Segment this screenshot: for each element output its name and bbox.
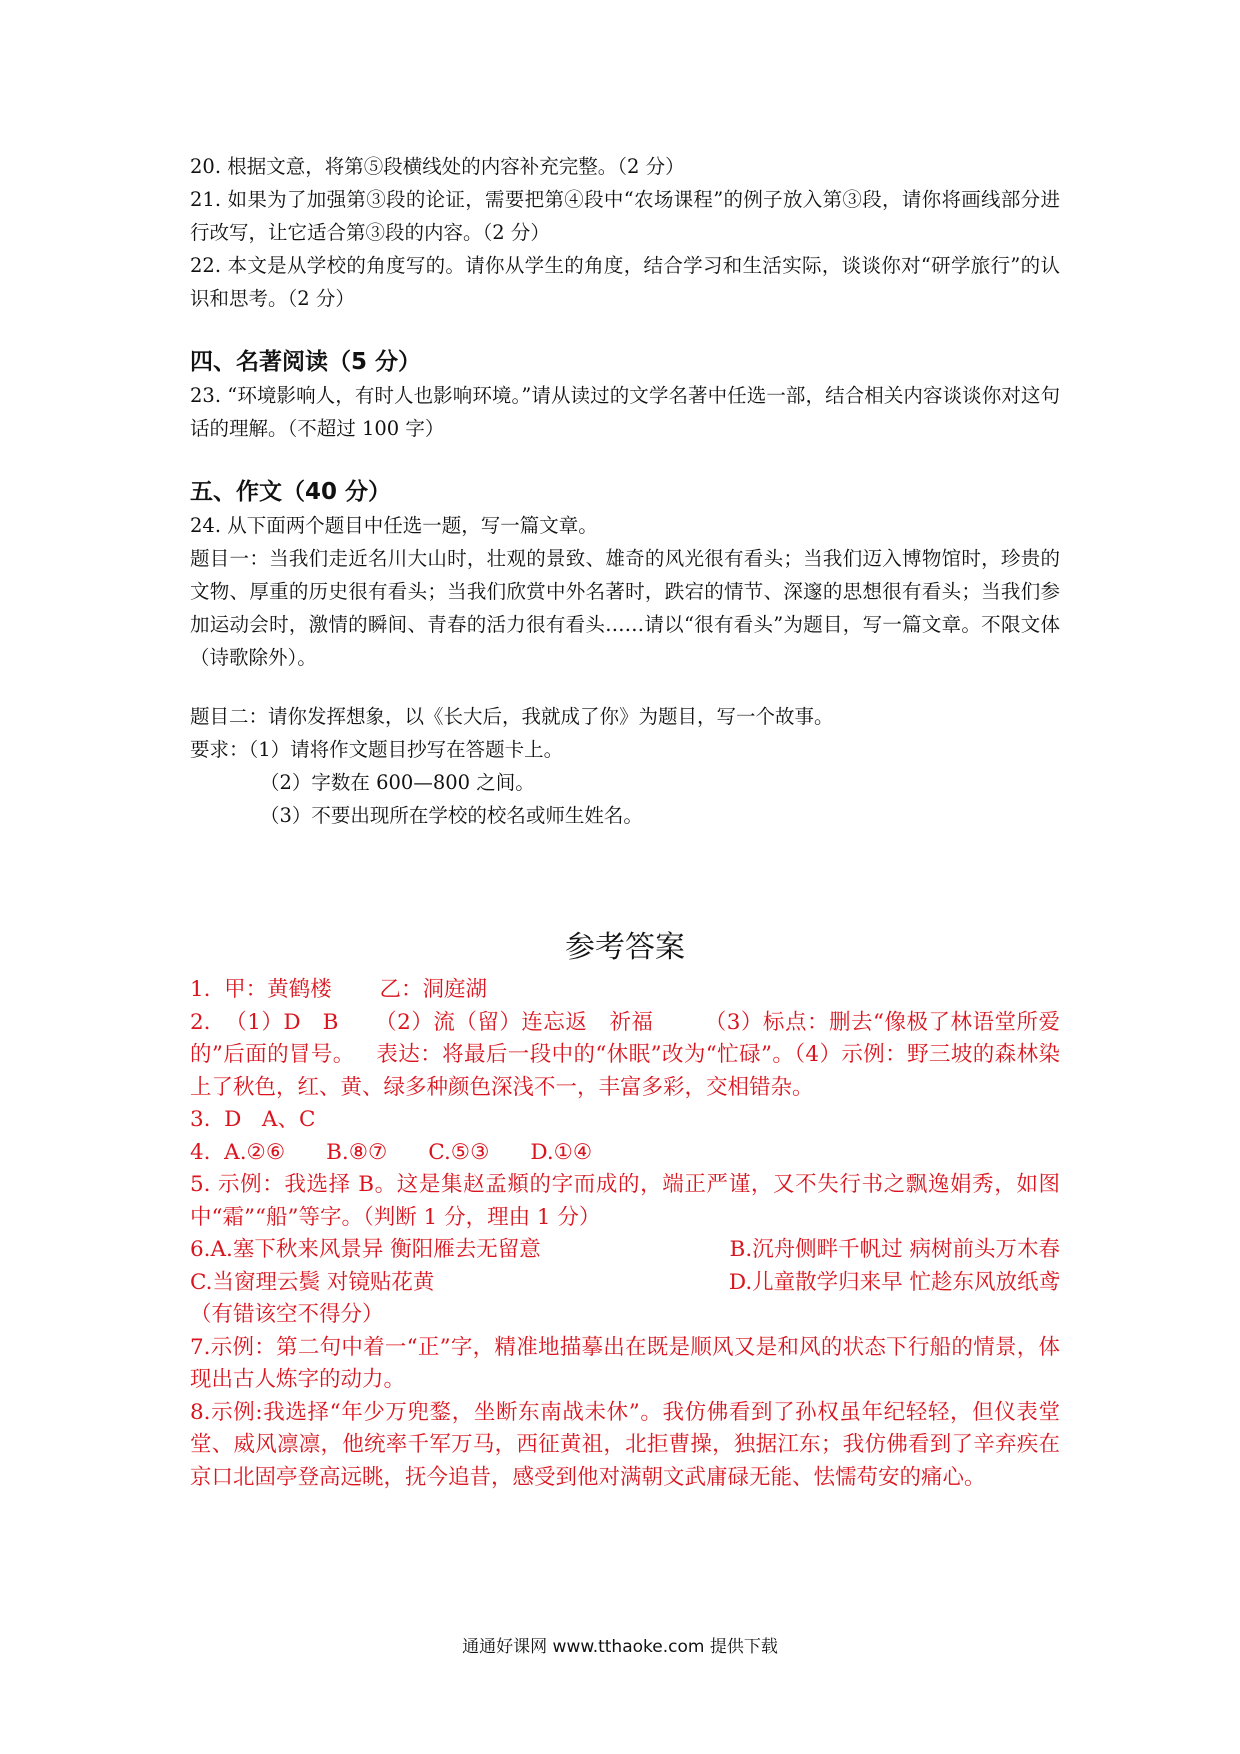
answers-title: 参考答案 [565, 930, 685, 965]
answer-6-d: D.儿童散学归来早 忙趁东风放纸鸢 [728, 1269, 1060, 1295]
answer-2: 2. （1）D B （2）流（留）连忘返 祈福 （3）标点：删去“像极了林语堂所爱的”后面的冒号。 表达：将最后一段中的“休眠”改为“忙碌”。（4）示例：野三坡的森林染上了秋色，红、黄、绿多种颜色深浅不一，丰富多彩，交相错杂。 [190, 1009, 1060, 1100]
answer-1: 1. 甲：黄鹤楼 乙：洞庭湖 [190, 977, 488, 1002]
answer-6-c: C.当窗理云鬓 对镜贴花黄 [190, 1269, 435, 1295]
question-23: 23. “环境影响人，有时人也影响环境。”请从读过的文学名著中任选一部，结合相关内容谈谈你对这句话的理解。（不超过 100 字） [190, 384, 1060, 440]
question-24: 24. 从下面两个题目中任选一题，写一篇文章。 [190, 514, 598, 537]
answer-6-note: （有错该空不得分） [190, 1302, 384, 1327]
answer-7: 7.示例：第二句中着一“正”字，精准地描摹出在既是顺风又是和风的状态下行船的情景，体现出古人炼字的动力。 [190, 1334, 1060, 1392]
answer-6-row-2 [190, 1267, 1060, 1300]
page-footer: 通通好课网 www.tthaoke.com 提供下载 [462, 1637, 778, 1657]
requirement-1: 要求：（1）请将作文题目抄写在答题卡上。 [190, 738, 564, 761]
answer-6-a: 6.A.塞下秋来风景异 衡阳雁去无留意 [190, 1237, 541, 1262]
answer-3: 3. D A、C [190, 1107, 316, 1132]
answer-4: 4. A.②⑥ B.⑧⑦ C.⑤③ D.①④ [190, 1139, 593, 1165]
essay-topic-2: 题目二：请你发挥想象，以《长大后，我就成了你》为题目，写一个故事。 [190, 705, 834, 728]
section-5-title: 五、作文（40 分） [190, 479, 392, 505]
question-21: 21. 如果为了加强第③段的论证，需要把第④段中“农场课程”的例子放入第③段，请你将画线部分进行改写，让它适合第③段的内容。（2 分） [190, 188, 1060, 244]
question-22: 22. 本文是从学校的角度写的。请你从学生的角度，结合学习和生活实际，谈谈你对“研学旅行”的认识和思考。（2 分） [190, 254, 1060, 310]
question-20: 20. 根据文意，将第⑤段横线处的内容补充完整。（2 分） [190, 155, 685, 178]
section-4-title: 四、名著阅读（5 分） [190, 349, 422, 375]
answer-5: 5. 示例：我选择 B。这是集赵孟頫的字而成的，端正严谨，又不失行书之飘逸娟秀，如图中“霜”“船”等字。（判断 1 分，理由 1 分） [190, 1172, 1060, 1230]
requirement-3: （3）不要出现所在学校的校名或师生姓名。 [260, 804, 643, 827]
answer-8: 8.示例:我选择“年少万兜鍪，坐断东南战未休”。我仿佛看到了孙权虽年纪轻轻，但仪表堂堂、威风凛凛，他统率千军万马，西征黄祖，北拒曹操，独据江东；我仿佛看到了辛弃疾在京口北固亭登高远眺，抚今追昔，感受到他对满朝文武庸碌无能、怯懦苟安的痛心。 [190, 1399, 1060, 1490]
requirement-2: （2）字数在 600—800 之间。 [260, 771, 535, 794]
answer-6-row-1 [190, 1234, 1060, 1267]
document-body [190, 150, 1060, 1494]
answer-6-b: B.沉舟侧畔千帆过 病树前头万木春 [729, 1237, 1060, 1262]
essay-topic-1: 题目一：当我们走近名川大山时，壮观的景致、雄奇的风光很有看头；当我们迈入博物馆时，珍贵的文物、厚重的历史很有看头；当我们欣赏中外名著时，跌宕的情节、深邃的思想很有看头；当我们参加运动会时，激情的瞬间、青春的活力很有看头……请以“很有看头”为题目，写一篇文章。不限文体（诗歌除外）。 [190, 547, 1060, 669]
